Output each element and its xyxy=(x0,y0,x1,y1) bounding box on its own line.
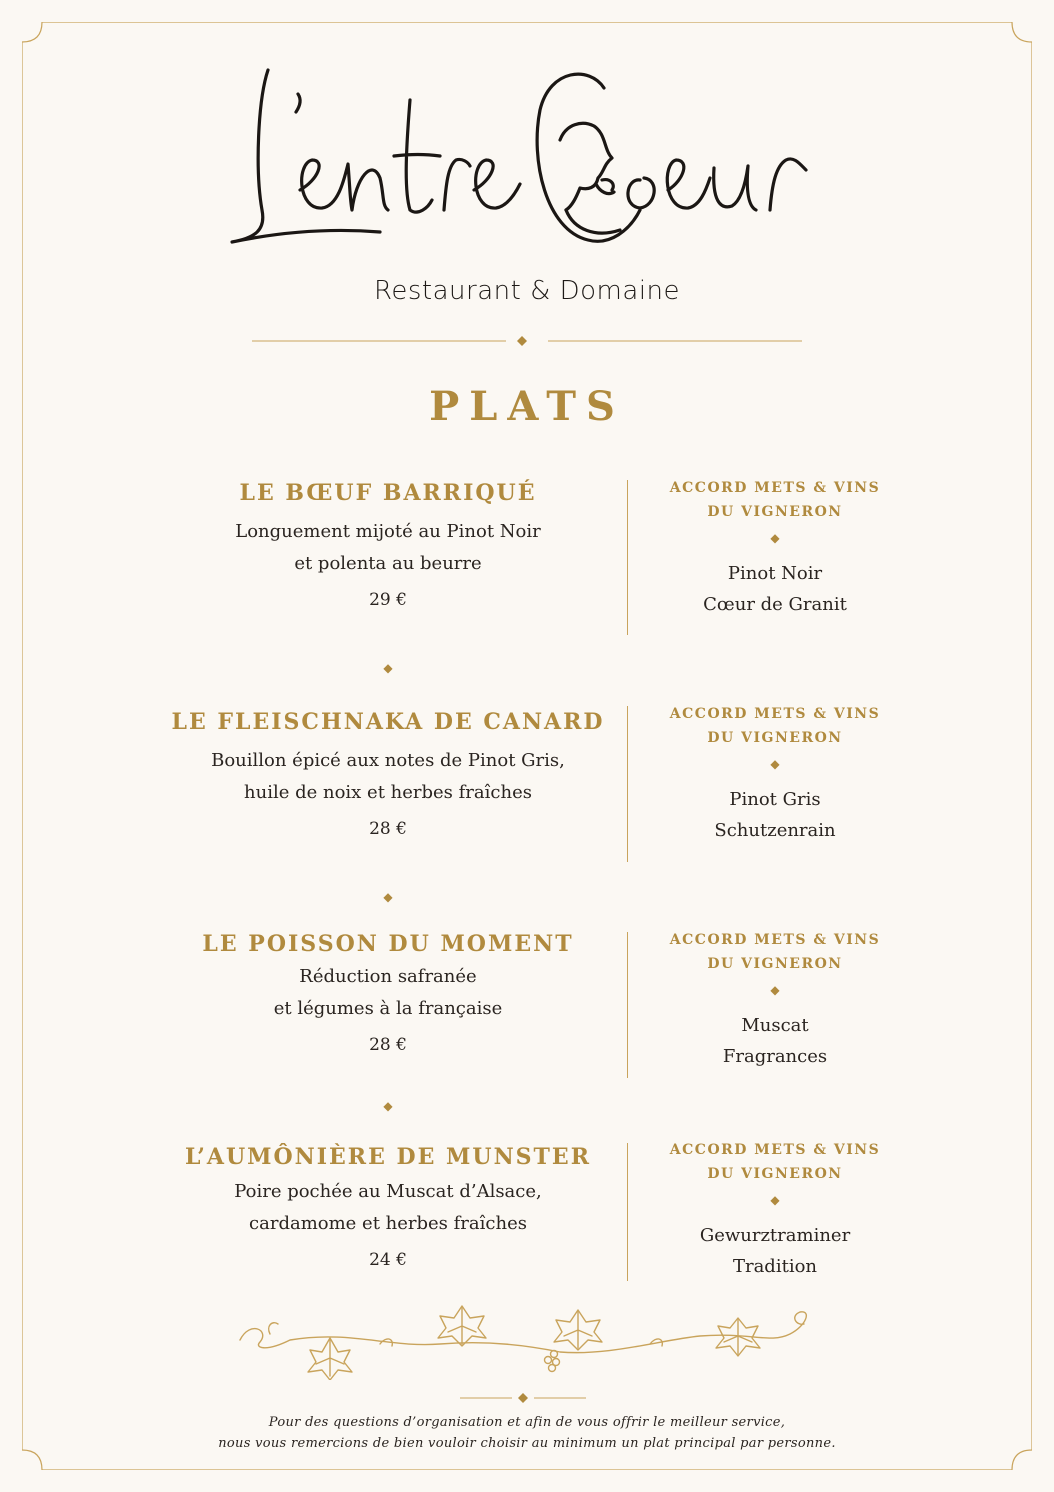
restaurant-subtitle: Restaurant & Domaine xyxy=(373,276,681,306)
wine-pairing xyxy=(630,928,920,1072)
diamond-icon: ◆ xyxy=(383,661,393,675)
dish-price: 28 € xyxy=(369,1035,407,1055)
pairing-label-line: ACCORD METS & VINS xyxy=(669,706,881,722)
dish-desc-line: et polenta au beurre xyxy=(294,553,482,574)
dish-item xyxy=(150,709,626,839)
dish-name: LE FLEISCHNAKA DE CANARD xyxy=(171,709,605,735)
wine-line: Pinot Noir xyxy=(727,563,823,584)
pairing-label-line: DU VIGNERON xyxy=(707,730,843,746)
column-divider xyxy=(627,932,628,1078)
wine-line: Tradition xyxy=(732,1256,818,1277)
pairing-label xyxy=(630,476,920,524)
pairing-label-line: DU VIGNERON xyxy=(707,1166,843,1182)
wine-name xyxy=(630,1220,920,1282)
pairing-label xyxy=(630,702,920,750)
pairing-label-line: ACCORD METS & VINS xyxy=(669,480,881,496)
diamond-icon xyxy=(517,336,527,346)
footer-line: nous vous remercions de bien vouloir choisir au minimum un plat principal par personne. xyxy=(218,1436,836,1451)
column-divider xyxy=(627,706,628,862)
brand-logo xyxy=(0,60,1054,260)
diamond-icon: ◆ xyxy=(383,1099,393,1113)
wine-name xyxy=(630,558,920,620)
wine-line: Schutzenrain xyxy=(714,820,836,841)
vine-leaf-ornament xyxy=(230,1300,830,1380)
dish-item xyxy=(150,1144,626,1270)
dish-desc-line: et légumes à la française xyxy=(273,998,503,1019)
pairing-label-line: ACCORD METS & VINS xyxy=(669,1142,881,1158)
wine-pairing xyxy=(630,1138,920,1282)
wine-line: Pinot Gris xyxy=(729,789,821,810)
dish-price: 24 € xyxy=(369,1250,407,1270)
dish-desc-line: Réduction safranée xyxy=(299,966,477,987)
pairing-label-line: DU VIGNERON xyxy=(707,504,843,520)
pairing-label xyxy=(630,928,920,976)
pairing-label-line: ACCORD METS & VINS xyxy=(669,932,881,948)
column-divider xyxy=(627,480,628,635)
diamond-icon: ◆ xyxy=(770,1193,780,1207)
diamond-icon: ◆ xyxy=(383,890,393,904)
dish-desc-line: Poire pochée au Muscat d’Alsace, xyxy=(234,1181,542,1202)
wine-line: Cœur de Granit xyxy=(703,594,847,615)
column-divider xyxy=(627,1143,628,1281)
dish-name: LE BŒUF BARRIQUÉ xyxy=(239,480,537,506)
wine-name xyxy=(630,784,920,846)
dish-desc-line: Longuement mijoté au Pinot Noir xyxy=(235,521,541,542)
wine-pairing xyxy=(630,476,920,620)
dish-name: L’AUMÔNIÈRE DE MUNSTER xyxy=(185,1144,591,1170)
footer-note xyxy=(0,1412,1054,1454)
footer-line: Pour des questions d’organisation et afin de vous offrir le meilleur service, xyxy=(268,1415,786,1430)
wine-pairing xyxy=(630,702,920,846)
pairing-label xyxy=(630,1138,920,1186)
dish-description xyxy=(150,961,626,1025)
dish-description xyxy=(150,1176,626,1240)
header-divider xyxy=(252,334,802,348)
diamond-icon: ◆ xyxy=(770,983,780,997)
diamond-icon: ◆ xyxy=(770,757,780,771)
dish-price: 29 € xyxy=(369,590,407,610)
dish-name: LE POISSON DU MOMENT xyxy=(202,931,574,957)
dish-desc-line: huile de noix et herbes fraîches xyxy=(244,782,532,803)
diamond-icon: ◆ xyxy=(770,531,780,545)
dish-description xyxy=(150,516,626,580)
section-title: PLATS xyxy=(429,383,625,430)
wine-line: Fragrances xyxy=(722,1046,828,1067)
dish-item xyxy=(150,480,626,610)
wine-line: Muscat xyxy=(741,1015,809,1036)
dish-item xyxy=(150,931,626,1055)
wine-line: Gewurztraminer xyxy=(699,1225,851,1246)
footer-divider xyxy=(460,1391,586,1405)
pairing-label-line: DU VIGNERON xyxy=(707,956,843,972)
dish-price: 28 € xyxy=(369,819,407,839)
dish-description xyxy=(150,745,626,809)
wine-name xyxy=(630,1010,920,1072)
dish-desc-line: Bouillon épicé aux notes de Pinot Gris, xyxy=(211,750,565,771)
dish-desc-line: cardamome et herbes fraîches xyxy=(249,1213,527,1234)
